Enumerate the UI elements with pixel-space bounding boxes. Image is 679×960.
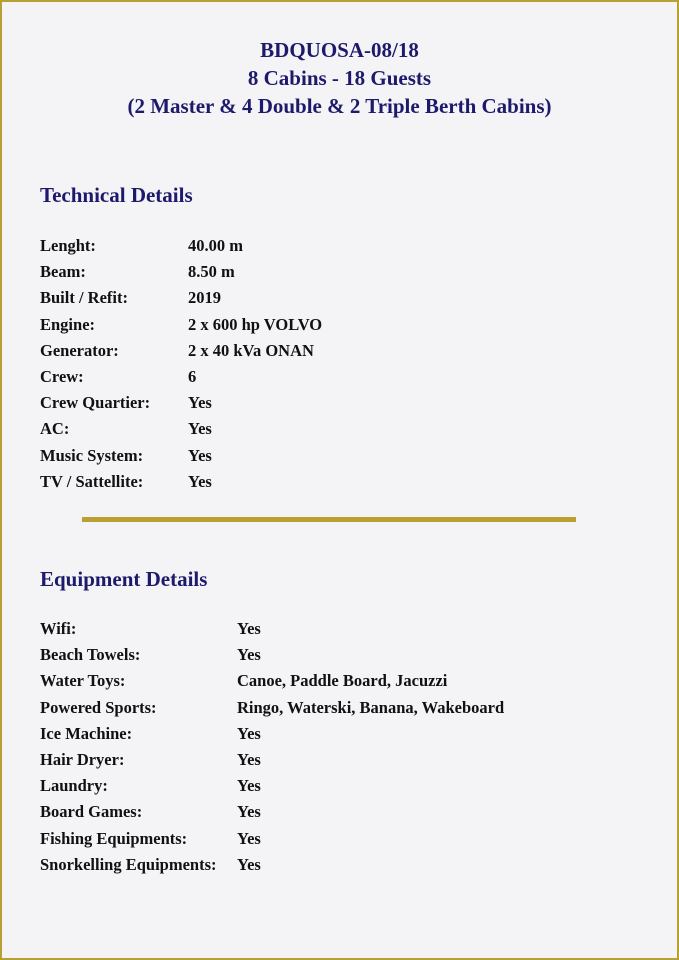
spec-row-crew — [40, 364, 322, 390]
spec-value: 6 — [188, 367, 197, 387]
equip-value: Yes — [237, 645, 261, 665]
spec-label: Engine: — [40, 314, 96, 334]
equip-label: Powered Sports: — [40, 697, 157, 717]
header — [2, 36, 677, 120]
equip-label: Fishing Equipments: — [40, 828, 188, 848]
spec-value: Yes — [188, 471, 212, 491]
equipment-details-title: Equipment Details — [40, 567, 208, 591]
equip-value: Yes — [237, 723, 261, 743]
spec-row-tv-satellite — [40, 469, 322, 495]
spec-value: 8.50 m — [188, 262, 235, 282]
equip-row-water-toys — [40, 668, 504, 694]
spec-row-music-system — [40, 443, 322, 469]
spec-value: 2019 — [188, 288, 221, 308]
spec-label: Crew: — [40, 367, 84, 387]
equip-label: Laundry: — [40, 776, 108, 796]
technical-details-list — [40, 233, 322, 495]
equip-label: Snorkelling Equipments: — [40, 854, 217, 874]
cabin-breakdown: (2 Master & 4 Double & 2 Triple Berth Cabins) — [127, 94, 552, 118]
equip-value: Canoe, Paddle Board, Jacuzzi — [237, 671, 448, 691]
spec-value: Yes — [188, 419, 212, 439]
spec-label: Generator: — [40, 340, 119, 360]
equip-row-laundry — [40, 773, 504, 799]
equip-row-hair-dryer — [40, 747, 504, 773]
section-divider — [82, 517, 576, 522]
spec-row-length — [40, 233, 322, 259]
equip-row-wifi — [40, 616, 504, 642]
equip-row-snorkelling-equipments — [40, 852, 504, 878]
spec-value: Yes — [188, 393, 212, 413]
boat-code: BDQUOSA-08/18 — [260, 38, 419, 62]
spec-row-ac — [40, 416, 322, 442]
spec-row-engine — [40, 312, 322, 338]
spec-row-crew-quartier — [40, 390, 322, 416]
equip-label: Wifi: — [40, 619, 77, 639]
equip-value: Yes — [237, 619, 261, 639]
equip-value: Yes — [237, 802, 261, 822]
equip-label: Board Games: — [40, 802, 143, 822]
spec-value: 2 x 600 hp VOLVO — [188, 314, 323, 334]
spec-row-generator — [40, 338, 322, 364]
spec-value: 40.00 m — [188, 236, 243, 256]
equip-row-fishing-equipments — [40, 826, 504, 852]
equip-row-ice-machine — [40, 721, 504, 747]
equip-value: Ringo, Waterski, Banana, Wakeboard — [237, 697, 505, 717]
spec-label: Built / Refit: — [40, 288, 128, 308]
spec-label: AC: — [40, 419, 70, 439]
equip-value: Yes — [237, 854, 261, 874]
spec-label: Crew Quartier: — [40, 393, 151, 413]
cabins-guests: 8 Cabins - 18 Guests — [247, 66, 432, 90]
technical-details-title: Technical Details — [40, 183, 193, 207]
spec-label: Music System: — [40, 445, 144, 465]
equip-label: Hair Dryer: — [40, 750, 125, 770]
equipment-details-list — [40, 616, 504, 878]
equip-value: Yes — [237, 776, 261, 796]
spec-row-built-refit — [40, 285, 322, 311]
equip-label: Water Toys: — [40, 671, 126, 691]
spec-label: TV / Sattellite: — [40, 471, 144, 491]
equip-row-board-games — [40, 799, 504, 825]
equip-label: Ice Machine: — [40, 723, 133, 743]
equip-label: Beach Towels: — [40, 645, 141, 665]
equip-row-beach-towels — [40, 642, 504, 668]
spec-label: Lenght: — [40, 236, 96, 256]
spec-value: 2 x 40 kVa ONAN — [188, 340, 314, 360]
spec-row-beam — [40, 259, 322, 285]
equip-value: Yes — [237, 750, 261, 770]
spec-value: Yes — [188, 445, 212, 465]
equip-value: Yes — [237, 828, 261, 848]
spec-label: Beam: — [40, 262, 86, 282]
equip-row-powered-sports — [40, 695, 504, 721]
